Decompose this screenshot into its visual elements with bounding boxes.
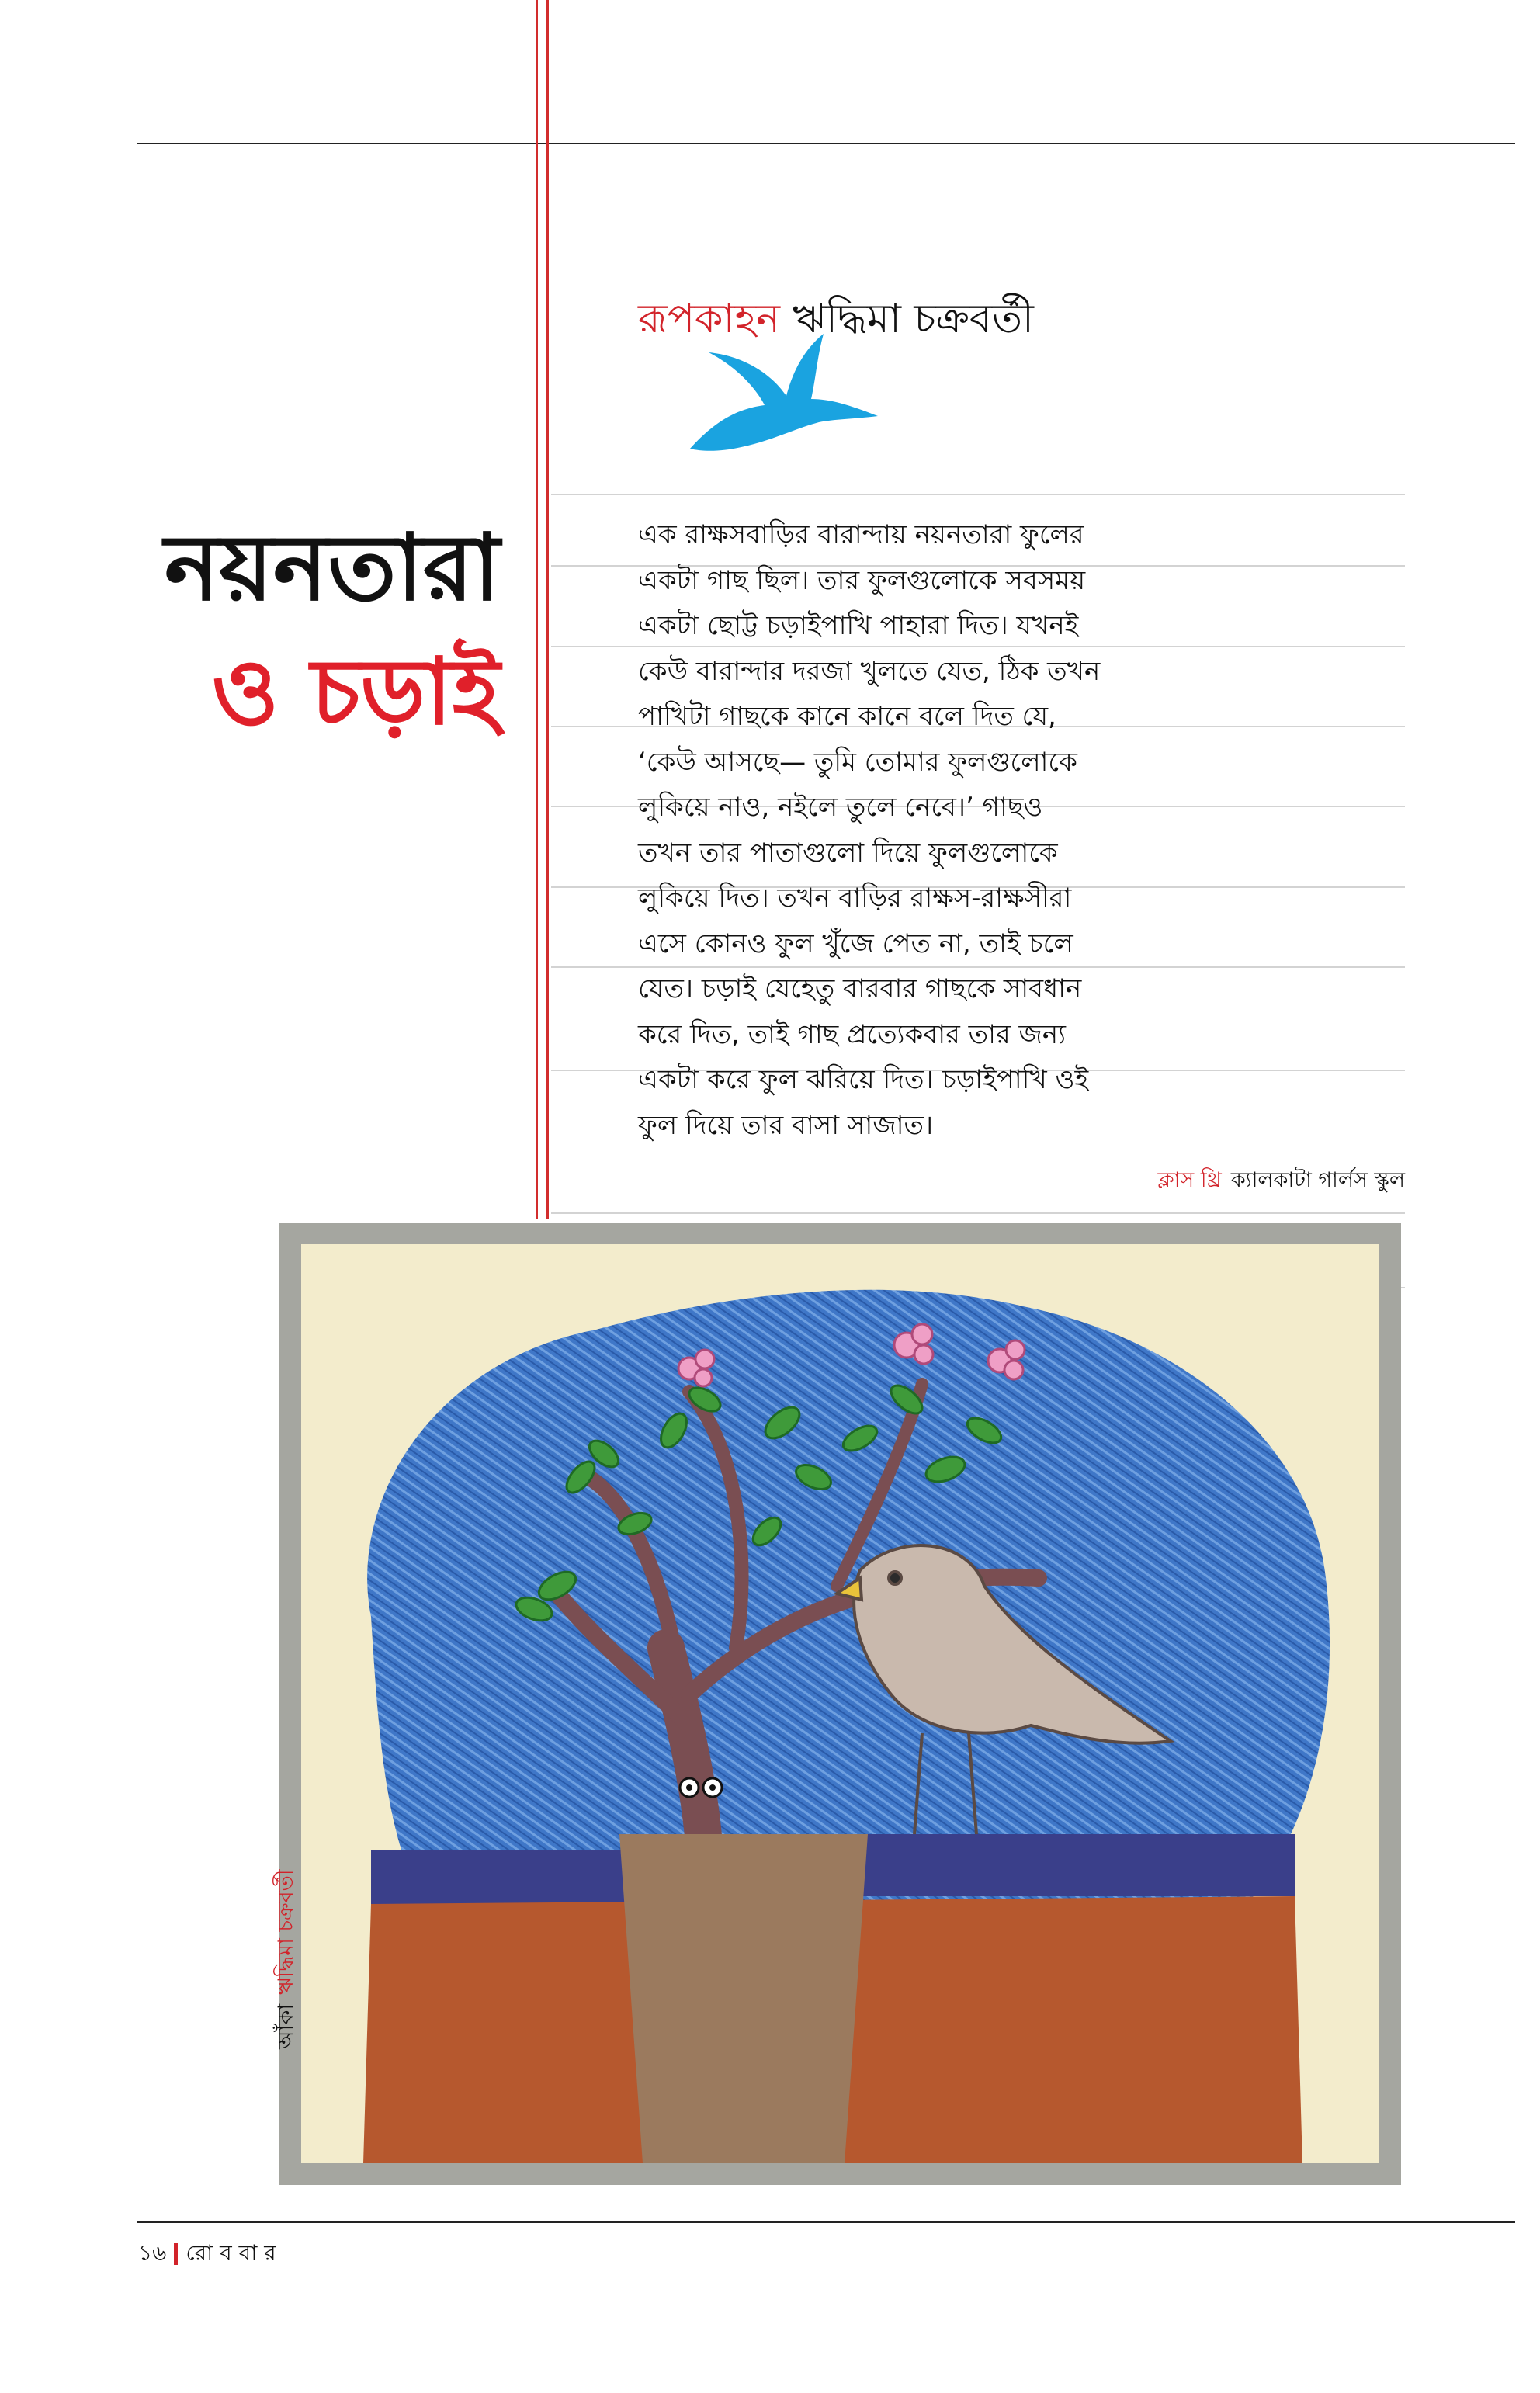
story-line: কেউ বারান্দার দরজা খুলতে যেত, ঠিক তখন bbox=[638, 655, 1101, 687]
story-line: করে দিত, তাই গাছ প্রত্যেকবার তার জন্য bbox=[638, 1018, 1067, 1050]
story-line: লুকিয়ে দিত। তখন বাড়ির রাক্ষস-রাক্ষসীরা bbox=[638, 883, 1072, 914]
story-line: যেত। চড়াই যেহেতু বারবার গাছকে সাবধান bbox=[638, 973, 1082, 1004]
story-line: এসে কোনও ফুল খুঁজে পেত না, তাই চলে bbox=[638, 928, 1073, 959]
story-line: একটা করে ফুল ঝরিয়ে দিত। চড়াইপাখি ওই bbox=[638, 1064, 1089, 1095]
folio bbox=[138, 2236, 276, 2273]
school-name: ক্যালকাটা গার্লস স্কুল bbox=[1230, 1168, 1405, 1192]
story-line: ‘কেউ আসছে— তুমি তোমার ফুলগুলোকে bbox=[638, 746, 1077, 778]
story-title-line-2: ও চড়াই bbox=[211, 637, 500, 745]
story-line: একটা গাছ ছিল। তার ফুলগুলোকে সবসময় bbox=[638, 564, 1086, 596]
story-title-line-1: নয়নতারা bbox=[164, 513, 500, 621]
ruled-line bbox=[551, 494, 1405, 495]
contributor-credit bbox=[1157, 1164, 1405, 1199]
illustration-credit-label: আঁকা bbox=[274, 2003, 298, 2049]
top-rule bbox=[137, 143, 1515, 144]
illustration bbox=[301, 1244, 1379, 2163]
margin-line-right bbox=[546, 0, 549, 1219]
section-name: রূপকাহন bbox=[638, 296, 780, 342]
story-line: পাখিটা গাছকে কানে কানে বলে দিত যে, bbox=[638, 701, 1056, 732]
magazine-name: রো ব বা র bbox=[186, 2240, 276, 2266]
bottom-rule bbox=[137, 2221, 1515, 2223]
story-line: লুকিয়ে নাও, নইলে তুলে নেবে।’ গাছও bbox=[638, 792, 1043, 823]
class-label: ক্লাস থ্রি bbox=[1157, 1168, 1222, 1192]
story-line: তখন তার পাতাগুলো দিয়ে ফুলগুলোকে bbox=[638, 837, 1058, 869]
ruled-line bbox=[551, 1212, 1405, 1214]
illustration-frame bbox=[279, 1223, 1401, 2185]
story-line: একটা ছোট্ট চড়াইপাখি পাহারা দিত। যখনই bbox=[638, 610, 1079, 641]
story-line: এক রাক্ষসবাড়ির বারান্দায় নয়নতারা ফুলের bbox=[638, 519, 1084, 550]
illustration-credit bbox=[270, 1869, 305, 2049]
page-number: ১৬ bbox=[138, 2240, 167, 2266]
author-name: ঋদ্ধিমা চক্রবর্তী bbox=[792, 296, 1034, 342]
crayon-drawing-tree-and-sparrow bbox=[301, 1244, 1379, 2163]
flying-bird-icon bbox=[687, 324, 881, 456]
story-line: ফুল দিয়ে তার বাসা সাজাত। bbox=[638, 1109, 934, 1141]
margin-line-left bbox=[536, 0, 538, 1219]
story-body bbox=[638, 512, 1383, 1148]
illustrator-name: ঋদ্ধিমা চক্রবর্তী bbox=[274, 1869, 298, 1995]
folio-divider bbox=[174, 2243, 178, 2265]
